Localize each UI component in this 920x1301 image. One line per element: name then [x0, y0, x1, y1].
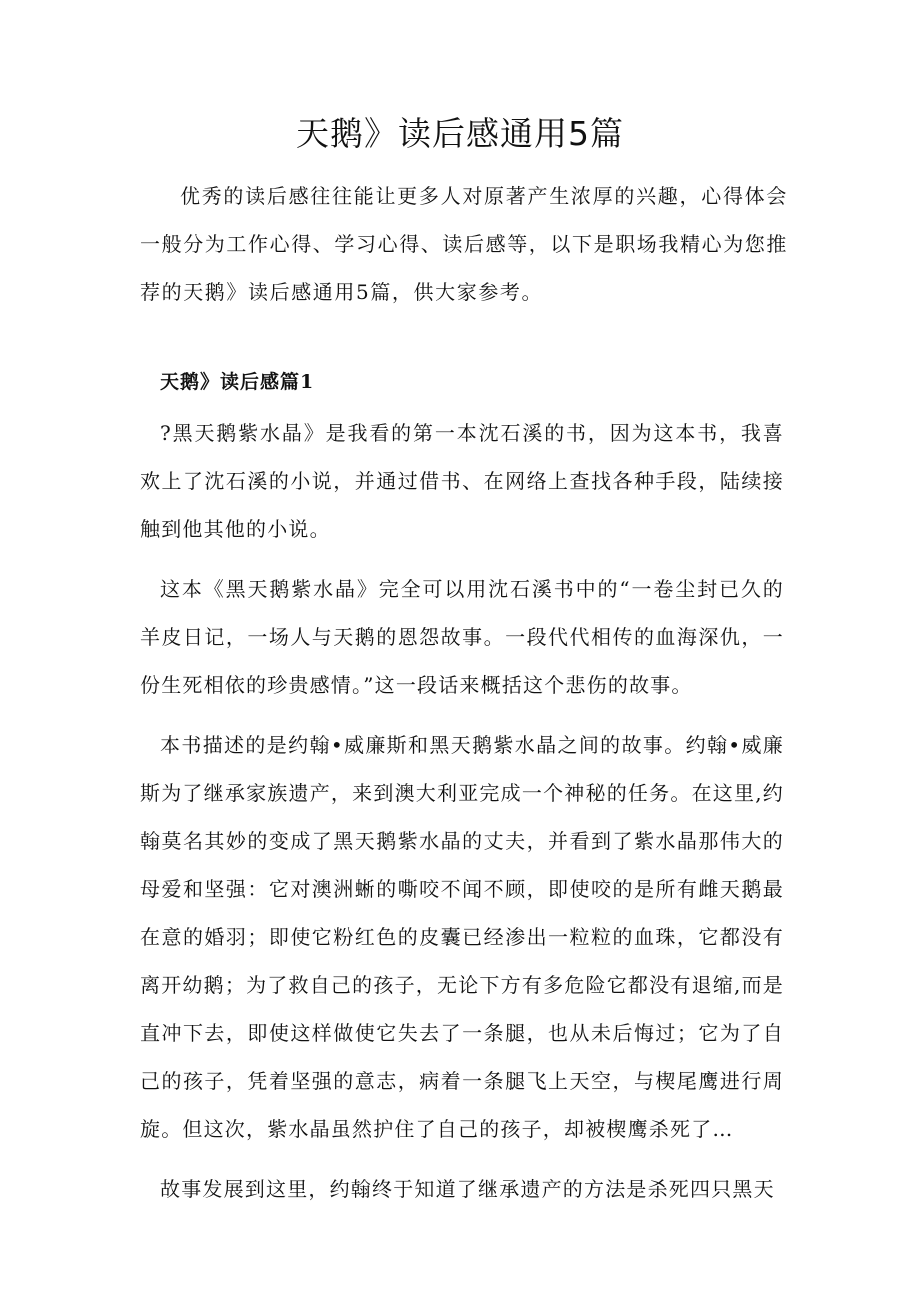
body-paragraph-4: 故事发展到这里，约翰终于知道了继承遗产的方法是杀死四只黑天: [160, 1177, 775, 1201]
intro-paragraph: 优秀的读后感往往能让更多人对原著产生浓厚的兴趣，心得体会一般分为工作心得、学习心得、读后感等，以下是职场我精心为您推荐的天鹅》读后感通用5篇，供大家参考。: [140, 184, 788, 304]
body-paragraph-1: ?黑天鹅紫水晶》是我看的第一本沈石溪的书，因为这本书，我喜欢上了沈石溪的小说，并通过借书、在网络上查找各种手段，陆续接触到他其他的小说。: [140, 421, 784, 541]
essay-body: [140, 409, 784, 1225]
section-heading: 天鹅》读后感篇1: [160, 371, 315, 393]
document-title: 天鹅》读后感通用5篇: [296, 114, 624, 153]
body-paragraph-2: 这本《黑天鹅紫水晶》完全可以用沈石溪书中的“一卷尘封已久的羊皮日记，一场人与天鹅的恩怨故事。一段代代相传的血海深仇，一份生死相依的珍贵感情。”这一段话来概括这个悲伤的故事。: [140, 577, 784, 697]
body-paragraph-3: 本书描述的是约翰•威廉斯和黑天鹅紫水晶之间的故事。约翰•威廉斯为了继承家族遗产，来到澳大利亚完成一个神秘的任务。在这里,约翰莫名其妙的变成了黑天鹅紫水晶的丈夫，并看到了紫水晶那伟大的母爱和坚强：它对澳洲蜥的嘶咬不闻不顾，即使咬的是所有雌天鹅最在意的婚羽；即使它粉红色的皮囊已经渗出一粒粒的血珠，它都没有离开幼鹅；为了救自己的孩子，无论下方有多危险它都没有退缩,而是直冲下去，即使这样做使它失去了一条腿，也从未后悔过；它为了自己的孩子，凭着坚强的意志，病着一条腿飞上天空，与楔尾鹰进行周旋。但这次，紫水晶虽然护住了自己的孩子，却被楔鹰杀死了…: [140, 733, 784, 1141]
